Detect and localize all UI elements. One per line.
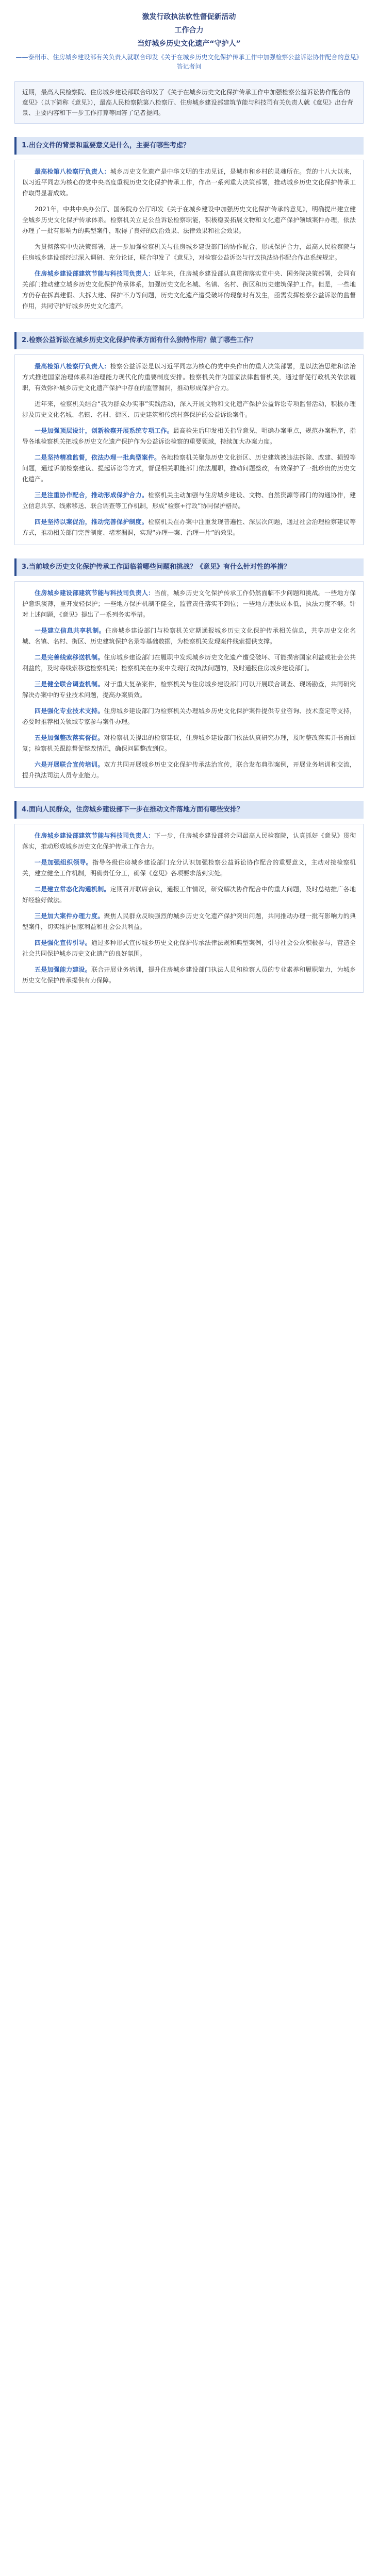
article-heading: 当好城乡历史文化遗产“守护人” <box>137 40 241 48</box>
answer-paragraph <box>22 426 356 447</box>
answer-paragraph <box>22 490 356 512</box>
answer-paragraph <box>22 831 356 852</box>
paragraph-text: 对于重大复杂案件，检察机关与住房城乡建设部门可以开展联合调查、现场勘查，共同研究解决办案中的专业技术问题，提高办案质效。 <box>22 681 356 699</box>
article-subtitle: 工作合力 <box>174 26 204 35</box>
paragraph-text: 通过多种形式宣传城乡历史文化保护传承法律法规和典型案例，引导社会公众积极参与，营造全社会共同保护城乡历史文化遗产的良好氛围。 <box>22 939 356 957</box>
answer-box <box>14 354 364 545</box>
paragraph-text: 联合开展业务培训，提升住房城乡建设部门执法人员和检察人员的专业素养和履职能力，为城乡历史文化保护传承提供有力保障。 <box>22 966 356 984</box>
answer-paragraph <box>22 679 356 701</box>
answer-paragraph <box>22 361 356 394</box>
answer-paragraph <box>22 706 356 727</box>
answer-box <box>14 581 364 788</box>
qa-section <box>14 137 364 318</box>
paragraph-lead: 四是坚持以案促治，推动完善保护制度。 <box>35 518 148 526</box>
paragraph-lead: 二是建立常态化沟通机制。 <box>35 886 110 893</box>
paragraph-lead: 二是完善线索移送机制。 <box>35 654 104 661</box>
answer-box <box>14 160 364 318</box>
answer-box <box>14 824 364 993</box>
qa-section <box>14 801 364 993</box>
answer-paragraph <box>22 242 356 263</box>
paragraph-lead: 四是强化宣传引导。 <box>35 939 91 946</box>
paragraph-text: 聚焦人民群众反映强烈的城乡历史文化遗产保护突出问题，共同推动办理一批有影响力的典型案件，切实维护国家利益和社会公共利益。 <box>22 912 356 930</box>
paragraph-lead: 一是加强顶层设计，创新检察开展系统专项工作。 <box>35 427 173 434</box>
paragraph-lead: 五是加强整改落实督促。 <box>35 734 104 741</box>
answer-paragraph <box>22 399 356 420</box>
paragraph-lead: 四是强化专业技术支持。 <box>35 707 104 715</box>
question-heading: 1.出台文件的背景和重要意义是什么，主要有哪些考虑？ <box>14 137 364 155</box>
qa-section <box>14 558 364 788</box>
answer-paragraph <box>22 938 356 959</box>
paragraph-lead: 三是健全联合调查机制。 <box>35 681 104 688</box>
answer-paragraph <box>22 652 356 674</box>
paragraph-text: 定期召开联席会议，通报工作情况，研究解决协作配合中的重大问题，及时总结推广各地好经验好做法。 <box>22 886 356 904</box>
paragraph-text: 2021年，中共中央办公厅、国务院办公厅印发《关于在城乡建设中加强历史文化保护传承的意见》，明确提出建立健全城乡历史文化保护传承体系。检察机关立足公益诉讼检察职能，积极稳妥拓展文物和文化遗产保护领域案件办理，依法办理了一批有影响力的典型案件，取得了良好的政治效果、法律效果和社会效果。 <box>22 206 356 234</box>
answer-paragraph <box>22 911 356 933</box>
answer-paragraph <box>22 964 356 986</box>
answer-paragraph <box>22 204 356 236</box>
paragraph-lead: 住房城乡建设部建筑节能与科技司负责人： <box>35 832 155 839</box>
intro-box <box>14 81 364 124</box>
answer-paragraph <box>22 625 356 647</box>
answer-paragraph <box>22 759 356 781</box>
paragraph-lead: 最高检第八检察厅负责人： <box>35 168 110 175</box>
answer-paragraph <box>22 268 356 312</box>
paragraph-text: 住房城乡建设部门在履职中发现城乡历史文化遗产遭受破坏、可能损害国家利益或社会公共利益的，及时将线索移送检察机关；检察机关在办案中发现行政执法问题的，及时通报住房城乡建设部门。 <box>22 654 356 672</box>
paragraph-lead: 六是开展联合宣传培训。 <box>35 761 104 768</box>
intro-text: 近期，最高人民检察院、住房城乡建设部联合印发了《关于在城乡历史文化保护传承工作中加强检察公益诉讼协作配合的意见》（以下简称《意见》），最高人民检察院第八检察厅、住房城乡建设部建筑节能与科技司有关负责人就《意见》出台背景、主要内容和下一步工作打算等回答了记者提问。 <box>22 89 354 116</box>
paragraph-text: 当前，城乡历史文化保护传承工作仍然面临不少问题和挑战。一些地方保护意识淡薄，重开发轻保护；一些地方保护机制不健全，监管责任落实不到位；一些地方违法成本低，执法力度不够。针对上述问题，《意见》提出了一系列务实举措。 <box>22 589 356 618</box>
paragraph-lead: 最高检第八检察厅负责人： <box>35 363 110 370</box>
paragraph-text: 为贯彻落实中央决策部署，进一步加强检察机关与住房城乡建设部门的协作配合，形成保护合力，最高人民检察院与住房城乡建设部经过深入调研、充分论证，联合印发了《意见》，对检察公益诉讼与行政执法协作配合作出系统规定。 <box>22 243 356 261</box>
paragraph-text: 双方共同开展城乡历史文化保护传承法治宣传，联合发布典型案例，开展业务培训和交流，提升执法司法人员专业能力。 <box>22 761 356 779</box>
article-title: 激发行政执法软性督促新活动 <box>142 13 236 21</box>
paragraph-lead: 三是加大案件办理力度。 <box>35 912 104 920</box>
paragraph-text: 下一步，住房城乡建设部将会同最高人民检察院，认真抓好《意见》贯彻落实，推动形成城乡历史文化保护传承工作合力。 <box>22 832 356 850</box>
paragraph-text: 住房城乡建设部门为检察机关办理城乡历史文化保护案件提供专业咨询、技术鉴定等支持，必要时推荐相关领域专家参与案件办理。 <box>22 707 356 725</box>
paragraph-lead: 住房城乡建设部建筑节能与科技司负责人： <box>35 270 155 277</box>
paragraph-text: 近年来，住房城乡建设部认真贯彻落实党中央、国务院决策部署，会同有关部门推动建立城乡历史文化保护传承体系，加强历史文化名城、名镇、名村、街区和历史建筑保护工作。但是，一些地方仍存在拆真建假、大拆大建、保护不力等问题，历史文化遗产遭受破坏的现象时有发生，亟需发挥检察公益诉讼的监督作用，共同守护好城乡历史文化遗产。 <box>22 270 356 310</box>
article-byline: ——泰州市、住房城乡建设部有关负责人就联合印发《关于在城乡历史文化保护传承工作中加强检察公益诉讼协作配合的意见》答记者问 <box>15 54 363 70</box>
paragraph-text: 检察机关主动加强与住房城乡建设、文物、自然资源等部门的沟通协作，建立信息共享、线索移送、联合调查等工作机制，形成“检察+行政”协同保护格局。 <box>22 492 356 510</box>
paragraph-text: 各地检察机关聚焦历史文化街区、历史建筑被违法拆除、改建、损毁等问题，通过诉前检察建议、提起诉讼等方式，督促相关职能部门依法履职，推动问题整改，有效保护了一批珍贵的历史文化遗产。 <box>22 454 356 483</box>
answer-paragraph <box>22 166 356 199</box>
paragraph-lead: 住房城乡建设部建筑节能与科技司负责人： <box>35 589 155 597</box>
answer-paragraph <box>22 452 356 485</box>
question-heading: 2.检察公益诉讼在城乡历史文化保护传承方面有什么独特作用？做了哪些工作？ <box>14 332 364 349</box>
paragraph-text: 检察机关在办案中注重发现普遍性、深层次问题，通过社会治理检察建议等方式，推动相关部门完善制度、堵塞漏洞，实现“办理一案、治理一片”的效果。 <box>22 518 356 536</box>
answer-paragraph <box>22 733 356 754</box>
answer-paragraph <box>22 588 356 620</box>
question-heading: 3.当前城乡历史文化保护传承工作面临着哪些问题和挑战？《意见》有什么针对性的举措？ <box>14 558 364 576</box>
qa-list <box>14 137 364 993</box>
paragraph-text: 检察公益诉讼是以习近平同志为核心的党中央作出的重大决策部署，是以法治思维和法治方式推进国家治理体系和治理能力现代化的重要制度安排。检察机关作为国家法律监督机关，通过督促行政机关依法履职，有效弥补城乡历史文化遗产保护中存在的监管漏洞，推动形成保护合力。 <box>22 363 356 392</box>
paragraph-lead: 一是建立信息共享机制。 <box>35 627 106 634</box>
qa-section <box>14 332 364 545</box>
paragraph-text: 近年来，检察机关结合“我为群众办实事”实践活动，深入开展文物和文化遗产保护公益诉讼专项监督活动，积极办理涉及历史文化名城、名镇、名村、街区、历史建筑和传统村落保护的公益诉讼案件。 <box>22 400 356 418</box>
paragraph-text: 对检察机关提出的检察建议，住房城乡建设部门依法认真研究办理，及时整改落实并书面回复；检察机关跟踪督促整改情况，确保问题整改到位。 <box>22 734 356 752</box>
question-heading: 4.面向人民群众，住房城乡建设部下一步在推动文件落地方面有哪些安排？ <box>14 801 364 819</box>
paragraph-lead: 五是加强能力建设。 <box>35 966 91 973</box>
answer-paragraph <box>22 857 356 879</box>
paragraph-text: 城乡历史文化遗产是中华文明的生动见证，是城市和乡村的灵魂所在。党的十八大以来，以习近平同志为核心的党中央高度重视历史文化保护传承工作，作出一系列重大决策部署，推动城乡历史文化保护传承工作取得显著成效。 <box>22 168 356 197</box>
paragraph-text: 最高检先后印发相关指导意见，明确办案重点，规范办案程序，指导各地检察机关把城乡历史文化遗产保护作为公益诉讼检察的重要领域，持续加大办案力度。 <box>22 427 356 445</box>
paragraph-text: 住房城乡建设部门与检察机关定期通报城乡历史文化保护传承相关信息，共享历史文化名城、名镇、名村、街区、历史建筑保护名录等基础数据，为检察机关发现案件线索提供支撑。 <box>22 627 356 645</box>
answer-paragraph <box>22 884 356 906</box>
paragraph-text: 指导各级住房城乡建设部门充分认识加强检察公益诉讼协作配合的重要意义，主动对接检察机关，建立健全工作机制，明确责任分工，确保《意见》各项要求落到实处。 <box>22 859 356 877</box>
paragraph-lead: 二是坚持精准监督，依法办理一批典型案件。 <box>35 454 161 461</box>
paragraph-lead: 三是注重协作配合，推动形成保护合力。 <box>35 492 148 499</box>
paragraph-lead: 一是加强组织领导。 <box>35 859 93 866</box>
answer-paragraph <box>22 517 356 538</box>
